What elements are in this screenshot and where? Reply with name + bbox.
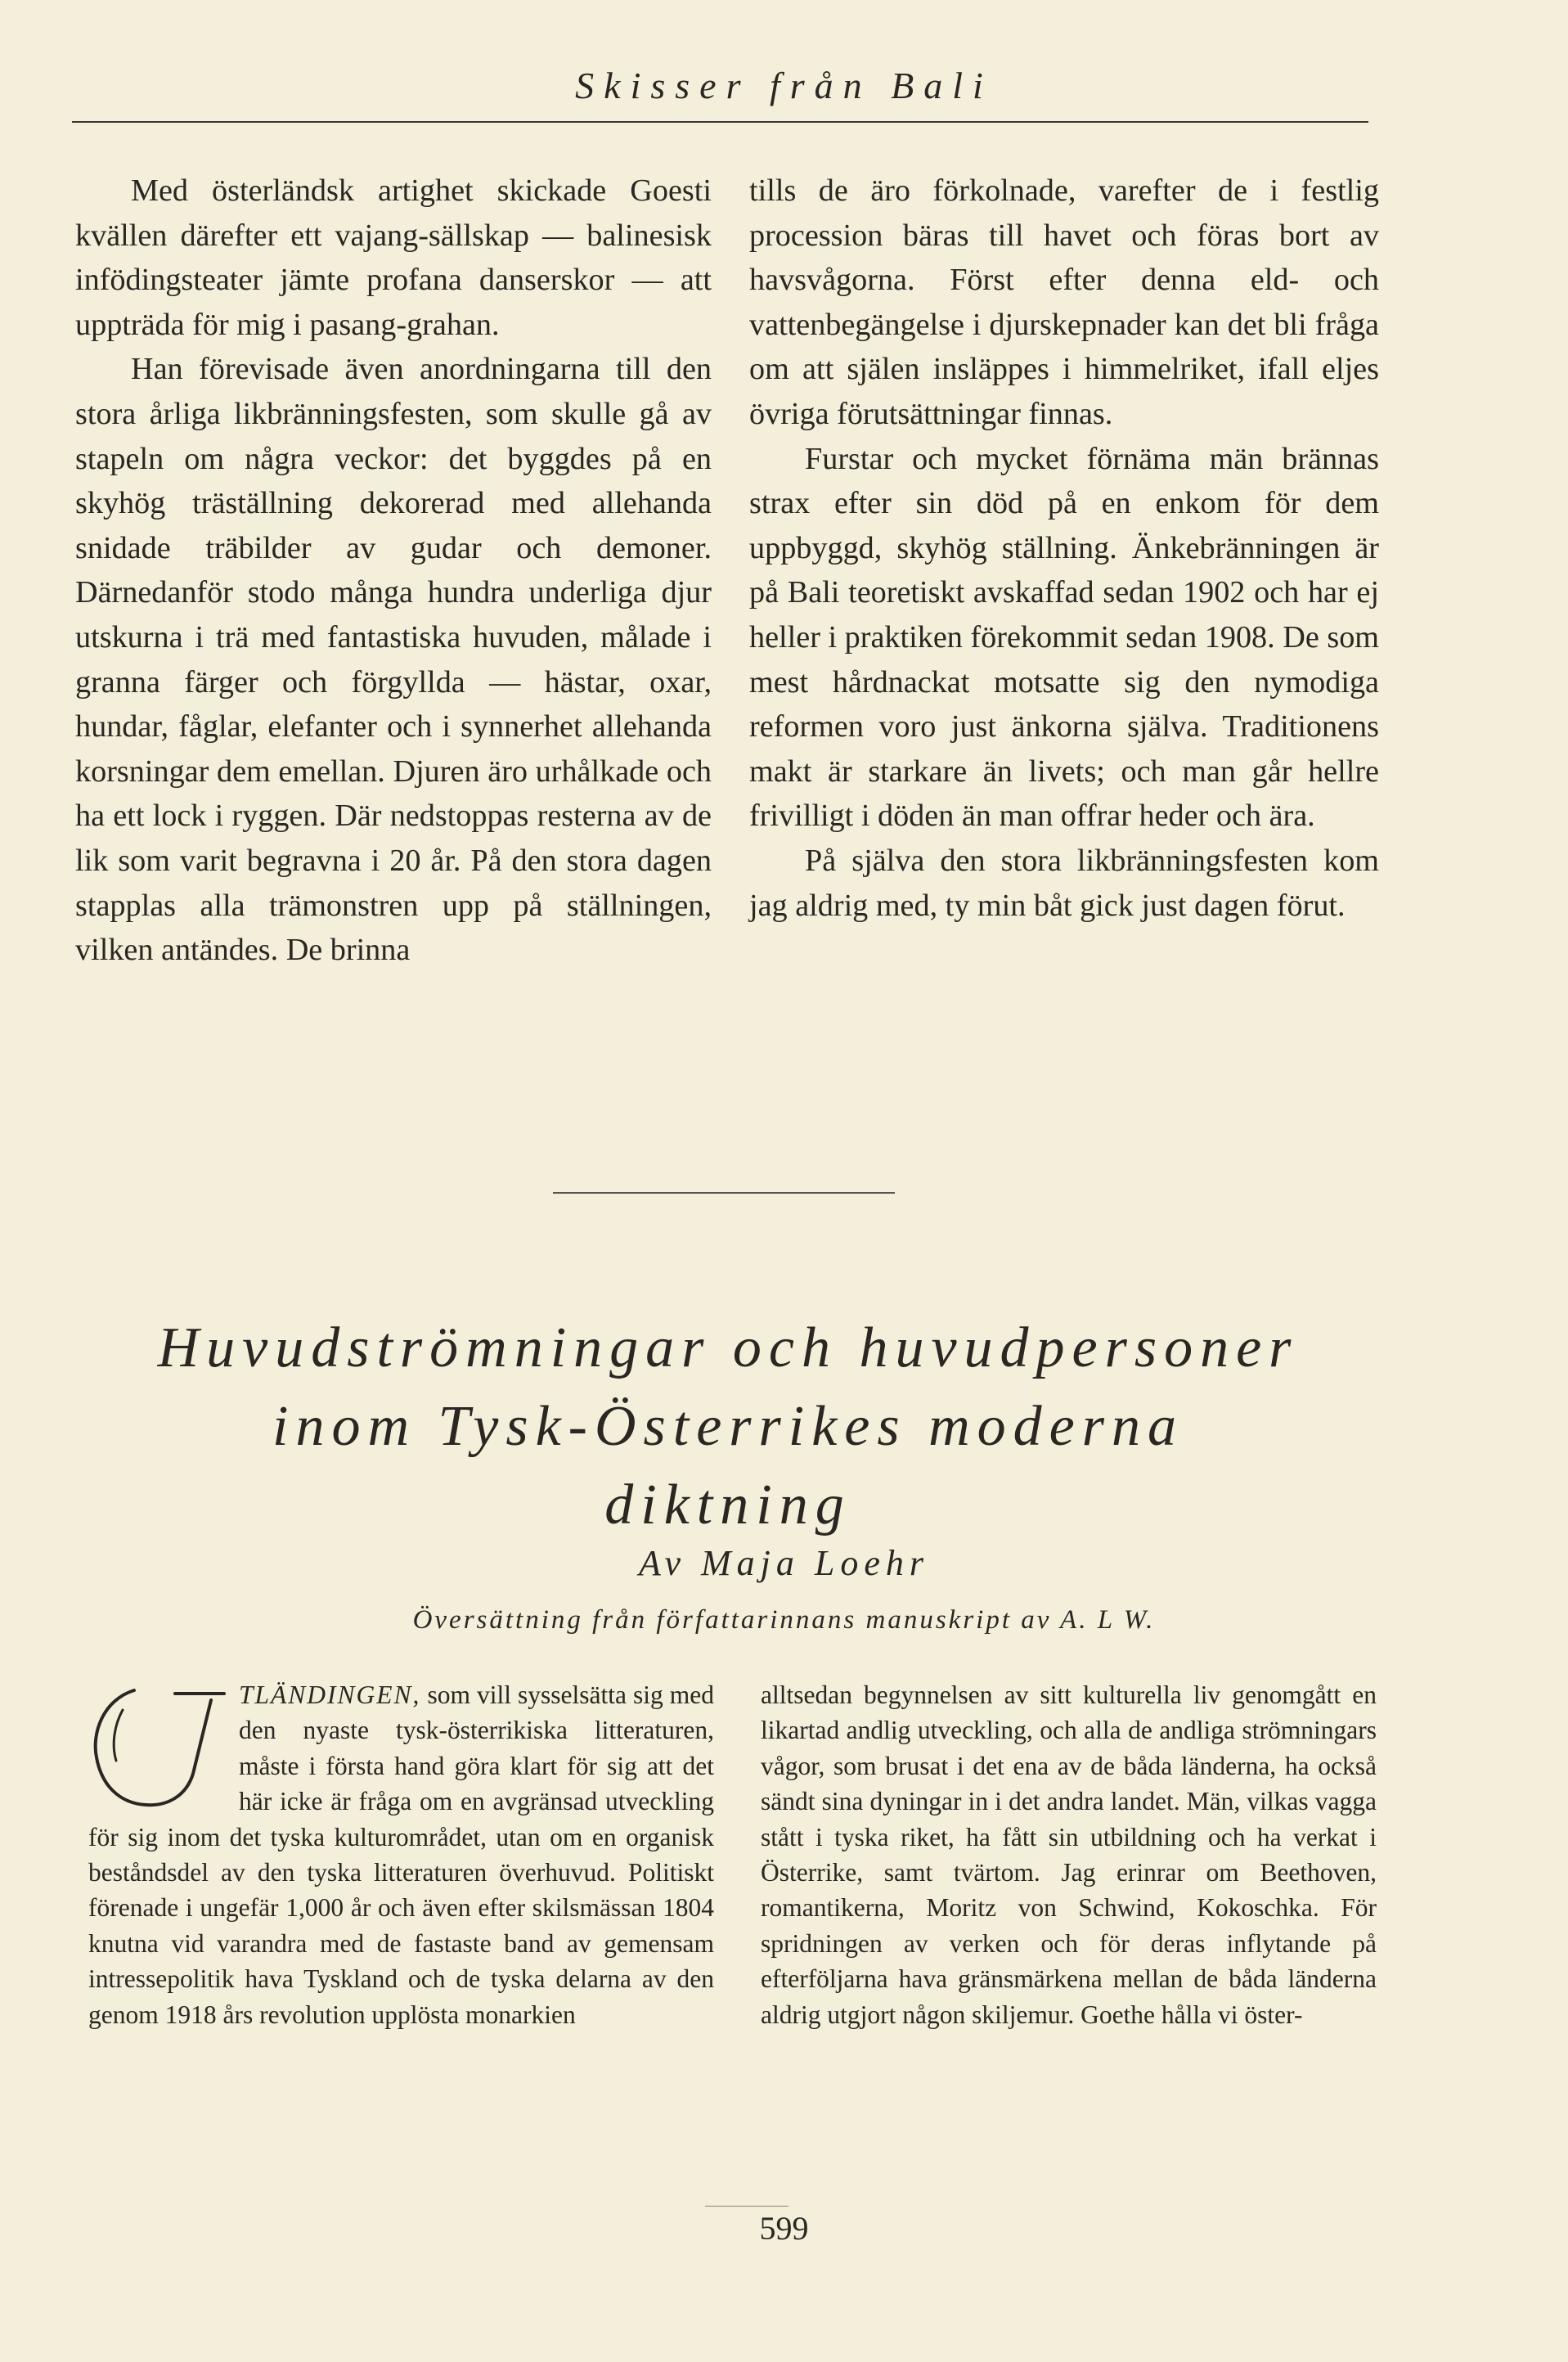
paragraph: På själva den stora likbränningsfesten kom jag aldrig med, ty min båt gick just dagen förut. <box>749 843 1379 923</box>
title-line: Huvudströmningar och huvudpersoner <box>157 1316 1299 1379</box>
byline: Av Maja Loehr <box>639 1543 929 1583</box>
translation-note: Översättning från författarinnans manuskript av A. L W. <box>412 1605 1156 1635</box>
page-number: 599 <box>759 2210 809 2247</box>
title-line: inom Tysk-Österrikes moderna <box>272 1395 1184 1458</box>
paragraph: Han förevisade även anordningarna till den stora årliga likbränningsfesten, som skulle gå av stapeln om några veckor: det byggdes på en skyhög träställning dekorerad med allehanda snidade träbilder av gudar och demoner. Därnedanför stodo många hundra underliga djur utskurna i trä med fantastiska huvuden, målade i granna färger och förgyllda — hästar, oxar, hundar, fåglar, elefanter och i synnerhet allehanda korsningar dem emellan. Djuren äro urhålkade och ha ett lock i ryggen. Där nedstoppas resterna av de lik som varit begravna i 20 år. På den stora dagen stapplas alla trämonstren upp på ställningen, vilken antändes. De brinna <box>75 352 712 968</box>
paragraph: alltsedan begynnelsen av sitt kulturella liv genomgått en likartad andlig utveckling, och alla de andliga strömningars vågor, som brusat i det ena av de båda länderna, ha också sändt sina dyningar in i det andra landet. Män, vilkas vagga stått i tyska riket, ha fått sin utbildning och ha verkat i Österrike, samt tvärtom. Jag erinrar om Beethoven, romantikerna, Moritz von Schwind, Kokoschka. För spridningen av verken och för deras inflytande på efterföljarna hava gränsmärkena mellan de båda länderna aldrig utgjort någon skiljemur. Goethe hålla vi öster- <box>761 1680 1377 2029</box>
svg-text:U: U <box>90 1688 92 1689</box>
prev-article-column-right <box>749 169 1379 928</box>
header-rule <box>72 121 1368 123</box>
page-number-rule <box>705 2206 788 2207</box>
article-column-right <box>761 1677 1377 2032</box>
prev-article-column-left <box>75 169 712 973</box>
running-head: Skisser från Bali <box>575 65 993 106</box>
paragraph <box>88 1677 714 2032</box>
paragraph: Furstar och mycket förnäma män brännas strax efter sin död på en enkom för dem uppbyggd, skyhög ställning. Änkebränningen är på Bali teoretiskt avskaffad sedan 1902 och har ej heller i praktiken förekommit sedan 1908. De som mest hårdnackat motsatte sig den nymodiga reformen voro just änkorna själva. Traditionens makt är starkare än livets; och man går hellre frivilligt i döden än man offrar heder och ära. <box>749 441 1379 834</box>
lead-word: TLÄNDINGEN, <box>239 1680 421 1709</box>
dropcap-initial <box>87 1682 227 1815</box>
paragraph-text: som vill sysselsätta sig med den nyaste tysk-österrikiska litteraturen, måste i första hand göra klart för sig att det här icke är fråga om en avgränsad utveckling för sig inom det tyska kulturområdet, utan om en organisk beståndsdel av den tyska litteraturen överhuvud. Politiskt förenade i ungefär 1,000 år och även efter skilsmässan 1804 knutna vid varandra med de fastaste band av gemensam intressepolitik hava Tyskland och de tyska delarna av den genom 1918 års revolution upplösta monarkien <box>88 1680 714 2029</box>
article-title <box>123 1309 1333 1545</box>
paragraph: Med österländsk artighet skickade Goesti kvällen därefter ett vajang-sällskap — balinesisk infödingsteater jämte profana danserskor — att uppträda för mig i pasang-grahan. <box>75 173 712 342</box>
title-line: diktning <box>604 1473 851 1536</box>
section-divider <box>553 1192 895 1194</box>
paragraph: tills de äro förkolnade, varefter de i festlig procession bäras till havet och föras bort av havsvågorna. Först efter denna eld- och vattenbegängelse i djurskepnader kan det bli fråga om att själen insläppes i himmelriket, ifall eljes övriga förutsättningar finnas. <box>749 173 1379 431</box>
article-column-left <box>88 1677 714 2032</box>
